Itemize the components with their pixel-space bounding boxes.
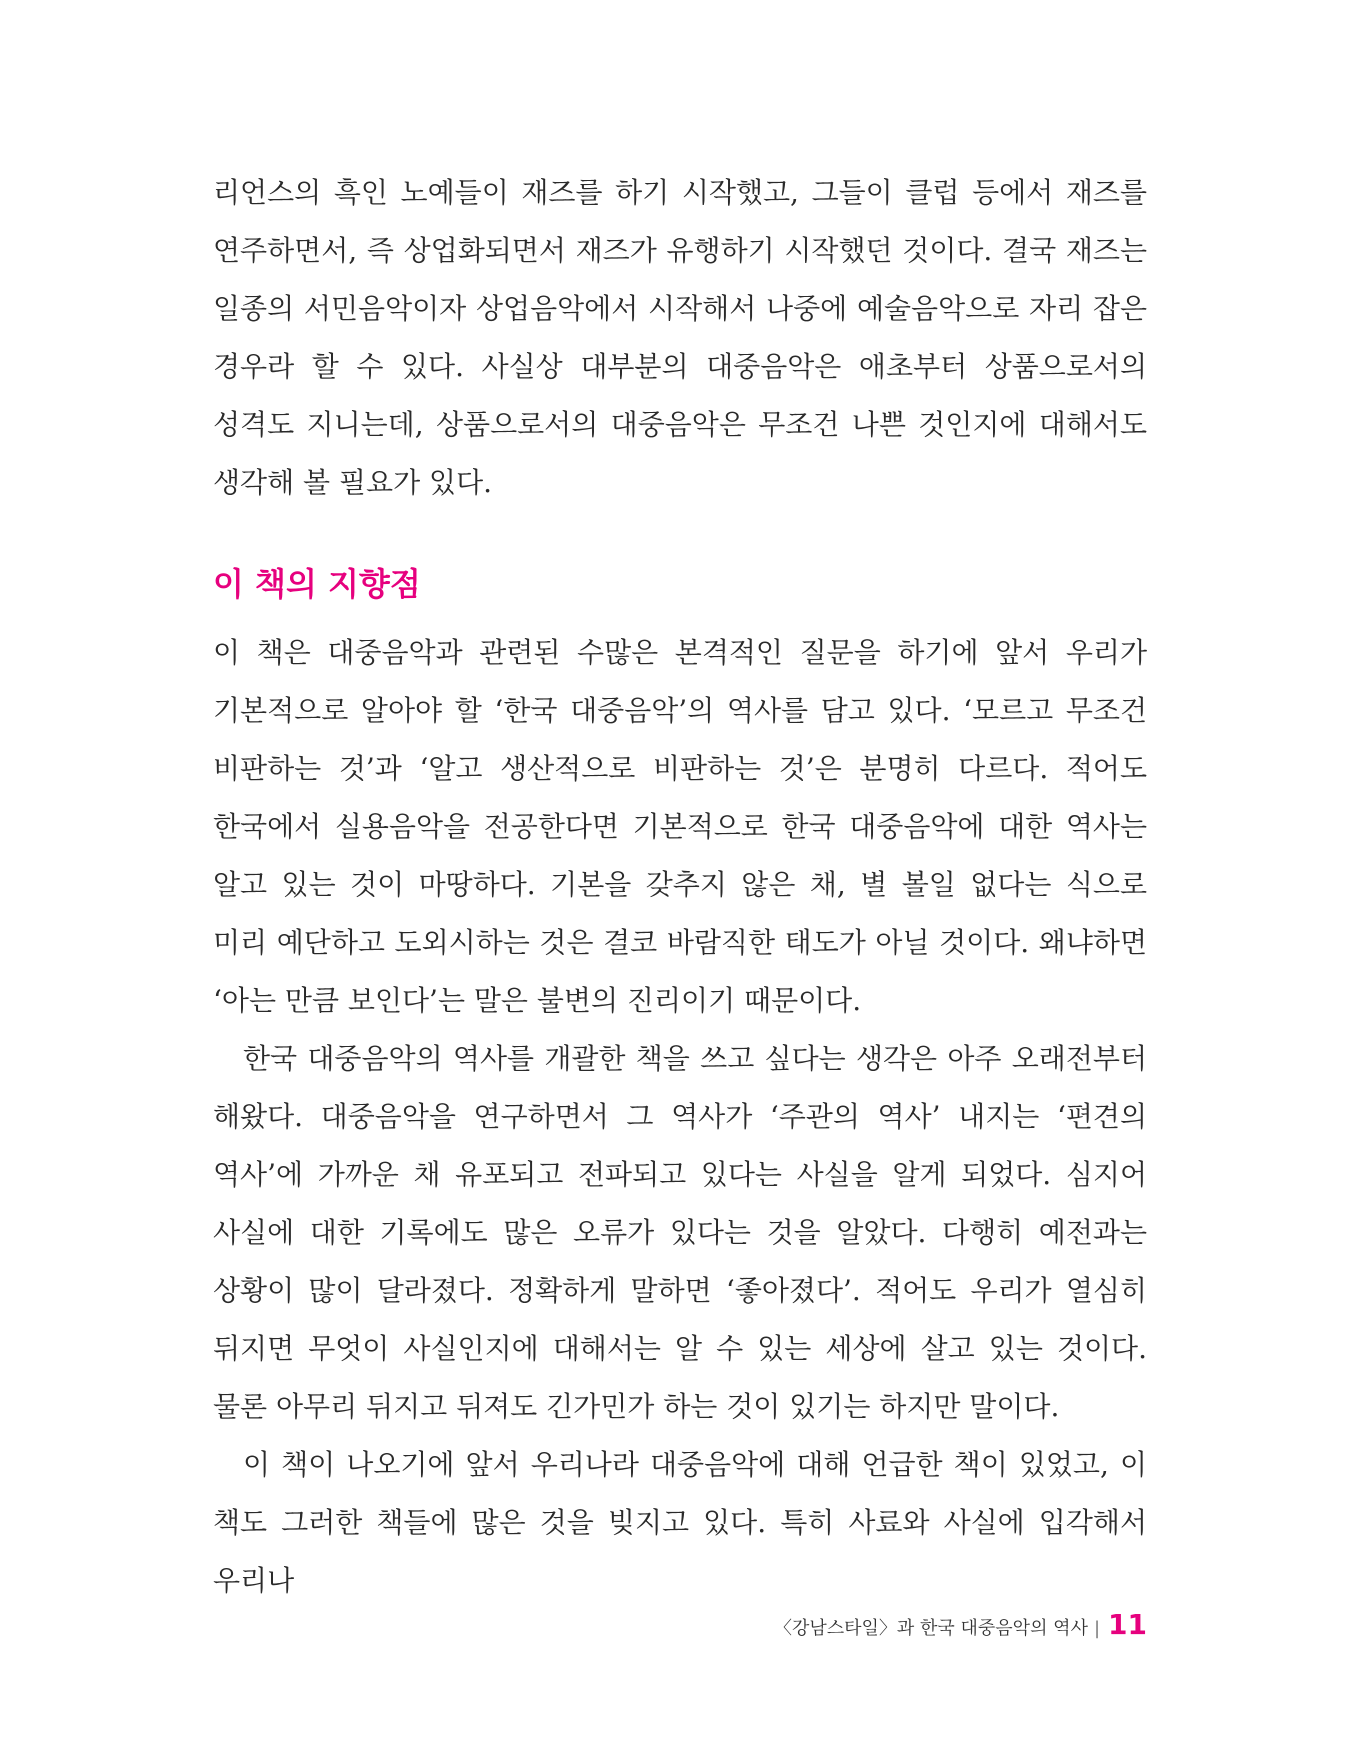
paragraph: 이 책은 대중음악과 관련된 수많은 본격적인 질문을 하기에 앞서 우리가 기본적으로 알아야 할 ‘한국 대중음악’의 역사를 담고 있다. ‘모르고 무조건 비판하는 것’과 ‘알고 생산적으로 비판하는 것’은 분명히 다르다. 적어도 한국에서 실용음악을 전공한다면 기본적으로 한국 대중음악에 대한 역사는 알고 있는 것이 마땅하다. 기본을 갖추지 않은 채, 별 볼일 없다는 식으로 미리 예단하고 도외시하는 것은 결코 바람직한 태도가 아닐 것이다. 왜냐하면 ‘아는 만큼 보인다’는 말은 불변의 진리이기 때문이다. (213, 636, 1147, 1017)
footer-separator: | (1093, 1618, 1101, 1639)
running-title: 〈강남스타일〉과 한국 대중음악의 역사 (773, 1618, 1088, 1639)
body-text-section (213, 624, 1147, 1610)
paragraph: 한국 대중음악의 역사를 개괄한 책을 쓰고 싶다는 생각은 아주 오래전부터 해왔다. 대중음악을 연구하면서 그 역사가 ‘주관의 역사’ 내지는 ‘편견의 역사’에 가까운 채 유포되고 전파되고 있다는 사실을 알게 되었다. 심지어 사실에 대한 기록에도 많은 오류가 있다는 것을 알았다. 다행히 예전과는 상황이 많이 달라졌다. 정확하게 말하면 ‘좋아졌다’. 적어도 우리가 열심히 뒤지면 무엇이 사실인지에 대해서는 알 수 있는 세상에 살고 있는 것이다. 물론 아무리 뒤지고 뒤져도 긴가민가 하는 것이 있기는 하지만 말이다. (213, 1042, 1147, 1423)
page-number: 11 (1108, 1608, 1147, 1641)
page-footer (774, 1608, 1147, 1641)
body-text-top (213, 164, 1147, 512)
paragraph: 리언스의 흑인 노예들이 재즈를 하기 시작했고, 그들이 클럽 등에서 재즈를 연주하면서, 즉 상업화되면서 재즈가 유행하기 시작했던 것이다. 결국 재즈는 일종의 서민음악이자 상업음악에서 시작해서 나중에 예술음악으로 자리 잡은 경우라 할 수 있다. 사실상 대부분의 대중음악은 애초부터 상품으로서의 성격도 지니는데, 상품으로서의 대중음악은 무조건 나쁜 것인지에 대해서도 생각해 볼 필요가 있다. (213, 176, 1147, 499)
paragraph: 이 책이 나오기에 앞서 우리나라 대중음악에 대해 언급한 책이 있었고, 이 책도 그러한 책들에 많은 것을 빚지고 있다. 특히 사료와 사실에 입각해서 우리나 (213, 1448, 1147, 1597)
section-heading: 이 책의 지향점 (213, 565, 421, 603)
